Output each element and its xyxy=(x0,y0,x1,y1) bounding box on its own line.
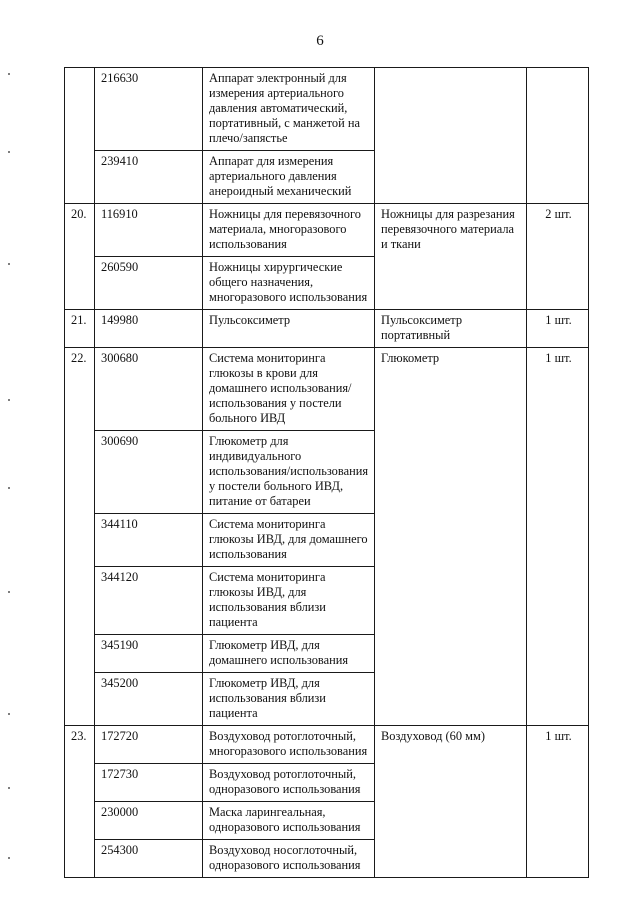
scan-speck xyxy=(8,151,10,153)
table-row xyxy=(65,726,589,764)
table-row xyxy=(65,204,589,257)
item-code: 172720 xyxy=(95,726,203,764)
scan-speck xyxy=(8,857,10,859)
table-row xyxy=(65,348,589,431)
quantity: 1 шт. xyxy=(527,726,589,878)
row-number xyxy=(65,68,95,204)
item-name: Маска ларингеальная, одноразового использования xyxy=(203,802,375,840)
item-name: Глюкометр ИВД, для использования вблизи пациента xyxy=(203,673,375,726)
item-name: Ножницы хирургические общего назначения, многоразового использования xyxy=(203,257,375,310)
row-number: 22. xyxy=(65,348,95,726)
item-name: Воздуховод ротоглоточный, многоразового использования xyxy=(203,726,375,764)
quantity: 1 шт. xyxy=(527,310,589,348)
item-name: Пульсоксиметр xyxy=(203,310,375,348)
equipment-table xyxy=(64,67,589,878)
scan-speck xyxy=(8,487,10,489)
item-name: Глюкометр ИВД, для домашнего использования xyxy=(203,635,375,673)
item-code: 260590 xyxy=(95,257,203,310)
device-name: Воздуховод (60 мм) xyxy=(375,726,527,878)
scan-speck xyxy=(8,591,10,593)
item-name: Воздуховод носоглоточный, одноразового использования xyxy=(203,840,375,878)
row-number: 20. xyxy=(65,204,95,310)
item-code: 116910 xyxy=(95,204,203,257)
device-name: Ножницы для разрезания перевязочного материала и ткани xyxy=(375,204,527,310)
row-number: 23. xyxy=(65,726,95,878)
item-code: 344110 xyxy=(95,514,203,567)
scan-speck xyxy=(8,787,10,789)
item-code: 230000 xyxy=(95,802,203,840)
item-code: 216630 xyxy=(95,68,203,151)
device-name: Глюкометр xyxy=(375,348,527,726)
item-name: Воздуховод ротоглоточный, одноразового использования xyxy=(203,764,375,802)
scan-speck xyxy=(8,713,10,715)
item-code: 172730 xyxy=(95,764,203,802)
device-name: Пульсоксиметр портативный xyxy=(375,310,527,348)
quantity: 1 шт. xyxy=(527,348,589,726)
item-code: 239410 xyxy=(95,151,203,204)
row-number: 21. xyxy=(65,310,95,348)
quantity: 2 шт. xyxy=(527,204,589,310)
table-row xyxy=(65,68,589,151)
item-name: Система мониторинга глюкозы ИВД, для домашнего использования xyxy=(203,514,375,567)
scan-speck xyxy=(8,263,10,265)
item-name: Система мониторинга глюкозы в крови для домашнего использования/ использования у постели больного ИВД xyxy=(203,348,375,431)
item-code: 300690 xyxy=(95,431,203,514)
item-code: 345200 xyxy=(95,673,203,726)
item-name: Система мониторинга глюкозы ИВД, для использования вблизи пациента xyxy=(203,567,375,635)
item-code: 345190 xyxy=(95,635,203,673)
page-number: 6 xyxy=(316,33,324,49)
table-row xyxy=(65,310,589,348)
item-name: Глюкометр для индивидуального использования/использования у постели больного ИВД, питание от батареи xyxy=(203,431,375,514)
item-name: Аппарат для измерения артериального давления анероидный механический xyxy=(203,151,375,204)
item-code: 300680 xyxy=(95,348,203,431)
scan-speck xyxy=(8,399,10,401)
item-name: Аппарат электронный для измерения артериального давления автоматический, портативный, с манжетой на плечо/запястье xyxy=(203,68,375,151)
item-code: 254300 xyxy=(95,840,203,878)
item-name: Ножницы для перевязочного материала, многоразового использования xyxy=(203,204,375,257)
item-code: 149980 xyxy=(95,310,203,348)
quantity xyxy=(527,68,589,204)
item-code: 344120 xyxy=(95,567,203,635)
scan-speck xyxy=(8,73,10,75)
table-body xyxy=(65,68,589,878)
device-name xyxy=(375,68,527,204)
